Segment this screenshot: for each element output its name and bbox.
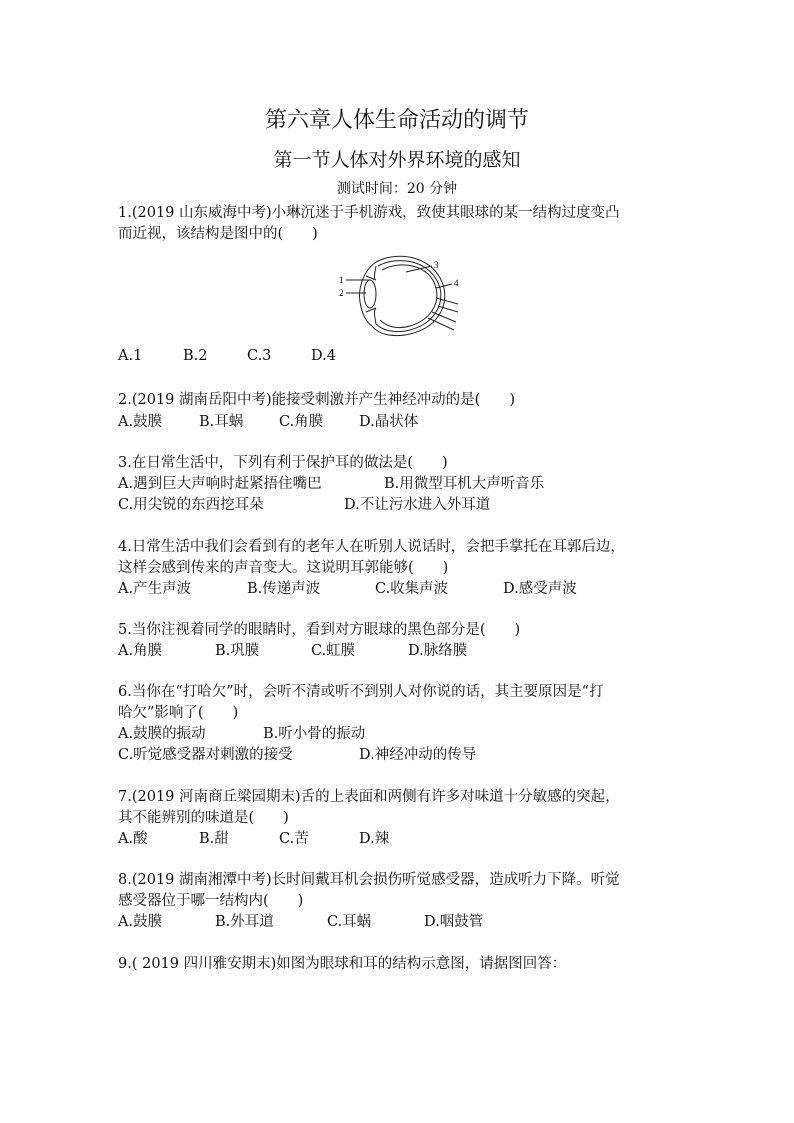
question-5-line-1: 5.当你注视着同学的眼睛时，看到对方眼球的黑色部分是( ) (118, 622, 521, 638)
question-1-line-1: 1.(2019 山东威海中考)小琳沉迷于手机游戏，致使其眼球的某一结构过度变凸 (118, 205, 620, 221)
q2-option-d: D.晶状体 (359, 414, 419, 430)
q1-option-a: A.1 (118, 348, 143, 364)
eyeball-diagram (336, 250, 462, 340)
q5-option-a: A.角膜 (118, 643, 163, 659)
q6-option-c: C.听觉感受器对刺激的接受 (118, 747, 293, 763)
question-9-line-1: 9.( 2019 四川雅安期末)如图为眼球和耳的结构示意图，请据图回答： (118, 956, 567, 972)
question-1-line-2: 而近视，该结构是图中的( ) (118, 226, 318, 242)
q7-option-b: B.甜 (199, 831, 229, 847)
q5-option-b: B.巩膜 (215, 643, 260, 659)
question-7-line-2: 其不能辨别的味道是( ) (118, 810, 289, 826)
q8-option-d: D.咽鼓管 (424, 914, 484, 930)
q6-option-a: A.鼓膜的振动 (118, 726, 206, 742)
q3-option-c: C.用尖锐的东西挖耳朵 (118, 497, 264, 513)
figure-label-2: 2 (339, 288, 344, 298)
q7-option-d: D.辣 (359, 831, 390, 847)
q3-option-a: A.遇到巨大声响时赶紧捂住嘴巴 (118, 476, 322, 492)
q2-option-a: A.鼓膜 (118, 414, 163, 430)
q4-option-c: C.收集声波 (375, 581, 449, 597)
q8-option-a: A.鼓膜 (118, 914, 163, 930)
q2-option-c: C.角膜 (279, 414, 324, 430)
figure-label-1: 1 (339, 275, 344, 285)
q1-option-b: B.2 (183, 348, 208, 364)
q3-option-b: B.用微型耳机大声听音乐 (384, 476, 545, 492)
q5-option-c: C.虹膜 (311, 643, 356, 659)
test-time: 测试时间：20 分钟 (336, 181, 458, 197)
q7-option-c: C.苦 (279, 831, 309, 847)
q8-option-c: C.耳蜗 (327, 914, 372, 930)
q6-option-b: B.听小骨的振动 (263, 726, 366, 742)
question-4-line-2: 这样会感到传来的声音变大。这说明耳郭能够( ) (118, 560, 449, 576)
q1-option-d: D.4 (311, 348, 336, 364)
q5-option-d: D.脉络膜 (408, 643, 468, 659)
q7-option-a: A.酸 (118, 831, 148, 847)
figure-label-4: 4 (454, 278, 459, 288)
question-8-line-1: 8.(2019 湖南湘潭中考)长时间戴耳机会损伤听觉感受器，造成听力下降。听觉 (118, 872, 620, 888)
section-subtitle: 第一节人体对外界环境的感知 (273, 149, 521, 171)
q8-option-b: B.外耳道 (215, 914, 274, 930)
question-2-line-1: 2.(2019 湖南岳阳中考)能接受刺激并产生神经冲动的是( ) (118, 392, 515, 408)
question-4-line-1: 4.日常生活中我们会看到有的老年人在听别人说话时，会把手掌托在耳郭后边， (118, 539, 625, 555)
q3-option-d: D.不让污水进入外耳道 (344, 497, 491, 513)
question-6-line-1: 6.当你在“打哈欠”时，会听不清或听不到别人对你说的话，其主要原因是“打 (118, 684, 604, 700)
question-3-line-1: 3.在日常生活中，下列有利于保护耳的做法是( ) (118, 455, 448, 471)
q4-option-b: B.传递声波 (247, 581, 321, 597)
page-title: 第六章人体生命活动的调节 (264, 108, 529, 133)
question-7-line-1: 7.(2019 河南商丘梁园期末)舌的上表面和两侧有许多对味道十分敏感的突起， (118, 789, 620, 805)
q1-option-c: C.3 (247, 348, 272, 364)
question-8-line-2: 感受器位于哪一结构内( ) (118, 893, 304, 909)
q4-option-a: A.产生声波 (118, 581, 192, 597)
q2-option-b: B.耳蜗 (199, 414, 244, 430)
figure-label-3: 3 (434, 260, 439, 270)
question-6-line-2: 哈欠”影响了( ) (118, 705, 239, 721)
q4-option-d: D.感受声波 (503, 581, 577, 597)
q6-option-d: D.神经冲动的传导 (359, 747, 477, 763)
